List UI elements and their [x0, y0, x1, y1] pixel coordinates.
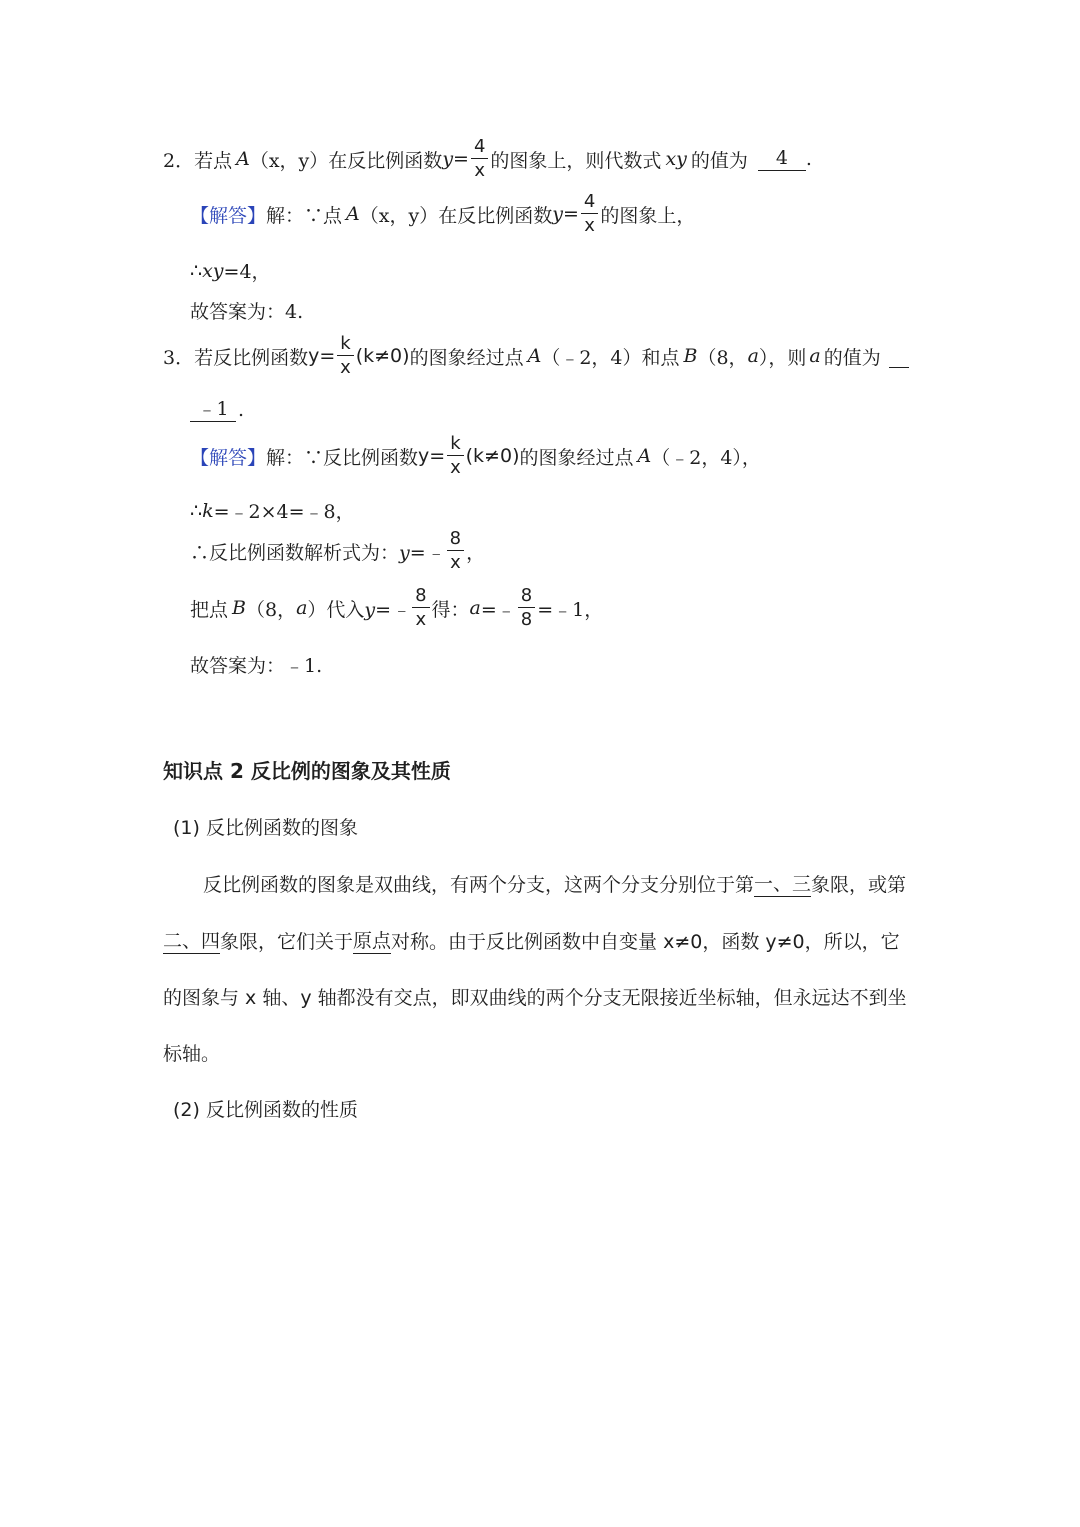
q3-sol-l4-eq: =﹣ [480, 598, 516, 621]
q3-var-a2: a [809, 345, 821, 367]
q3-sol-l4-fraction [412, 587, 429, 629]
q2-sol-l1-coords: （x，y） [359, 204, 439, 227]
q3-solution-line2 [190, 497, 355, 524]
q2-solution-tag: 【解答】 [190, 204, 267, 227]
q3-sol-l1-end: （﹣2，4）， [651, 446, 761, 469]
q3-sol-l4-fraction2 [518, 587, 535, 629]
para-l1-a: 反比例函数的图象是双曲线，有两个分支，这两个分支分别位于第 [203, 873, 755, 896]
q2-sol-l1-mid: 在反比例函数 [438, 204, 553, 227]
q3-line-cont [190, 398, 244, 422]
para-l2-underline2: 原点 [353, 926, 391, 954]
para-l2-underline: 二、四 [163, 926, 220, 954]
q2-solution-line1 [190, 193, 695, 235]
q3-sol-l2-var: k [202, 499, 214, 522]
q3-solution-line1 [190, 435, 761, 477]
q3-sol-l4-y-eq: y=﹣ [364, 598, 411, 621]
q3-fraction [337, 335, 353, 377]
q3-prefix: 若反比例函数 [194, 346, 309, 369]
q3-point-a: A [527, 345, 542, 367]
q2-sol-l1-point: A [346, 203, 360, 225]
q3-sol-l1-y-eq: y= [418, 445, 446, 467]
q2-coords: （x，y） [249, 149, 329, 172]
q3-sol-l4-a: 把点 [190, 598, 229, 621]
q2-fraction [471, 138, 488, 180]
q3-sol-l2-sym: ∴ [190, 499, 203, 522]
q3-sol-l3-y-eq: y=﹣ [399, 541, 445, 564]
q2-frac-den: x [474, 160, 486, 181]
q2-sol-frac-den: x [584, 215, 595, 236]
q3-suffix: 的值为 [823, 346, 881, 369]
para-line-2 [163, 926, 900, 954]
q2-frac-num: 4 [471, 138, 488, 159]
q3-sol-l3-fraction [447, 530, 464, 572]
q2-sol-l1-a: 解：∵点 [266, 204, 343, 227]
q3-sol-l4-num2: 8 [518, 587, 535, 608]
q2-sol-l2-sym: ∴ [190, 259, 203, 282]
q2-number: 2． [163, 149, 195, 172]
q2-sol-l2-expr: xy [202, 259, 224, 282]
q3-sol-l1-a: 解：∵反比例函数 [266, 446, 419, 469]
q3-sol-l1-mid: 的图象经过点 [519, 446, 634, 469]
q2-mid: 在反比例函数 [328, 149, 443, 172]
q3-sol-l3-end: ， [466, 541, 486, 564]
q2-prefix: 若点 [194, 149, 233, 172]
para-line-4: 标轴。 [163, 1043, 221, 1065]
q2-answer-blank: 4 [758, 147, 806, 171]
q3-sol-l3-num: 8 [447, 530, 464, 551]
q3-line [163, 335, 909, 377]
q3-sol-l1-cond: (k≠0) [465, 445, 520, 467]
q2-solution-line2 [190, 257, 271, 284]
q3-number: 3． [163, 346, 195, 369]
q3-sol-l5: 故答案为：﹣1. [190, 655, 323, 677]
subheading-2: (2) 反比例函数的性质 [173, 1099, 358, 1121]
q3-sol-l4-num: 8 [412, 587, 429, 608]
q3-var-a: a [747, 345, 759, 367]
q3-sol-l4-close: ）代入 [307, 598, 365, 621]
q2-sol-l3: 故答案为：4. [190, 301, 304, 323]
para-line-1 [203, 869, 906, 897]
q3-sol-l4-var2: a [469, 597, 481, 619]
q3-cond: (k≠0) [355, 345, 410, 367]
q2-point: A [236, 148, 250, 170]
q3-sol-l4-var: a [296, 597, 308, 619]
q2-y-eq: y= [442, 148, 469, 170]
section-title: 知识点 2 反比例的图象及其性质 [163, 759, 451, 783]
q3-sol-l4-coords: （8， [245, 598, 297, 621]
q2-expr: xy [665, 148, 687, 170]
q2-sol-l2-rest: =4， [223, 261, 271, 283]
q2-suffix: 的图象上，则代数式 [490, 149, 662, 172]
q3-sol-l2-rest: =﹣2×4=﹣8， [213, 501, 355, 523]
q2-sol-l1-y-eq: y= [552, 203, 579, 225]
q3-coords-a: （﹣2，4）和点 [541, 346, 680, 369]
q2-end: . [805, 148, 812, 170]
q2-sol-l1-end: 的图象上， [600, 204, 696, 227]
q3-mid: 的图象经过点 [409, 346, 524, 369]
q3-sol-l4-den2: 8 [520, 609, 533, 630]
q3-sol-l3-den: x [450, 552, 461, 573]
q3-sol-l3-a: ∴反比例函数解析式为： [190, 541, 400, 564]
q3-sol-l4-mid: 得： [431, 598, 470, 621]
q2-sol-frac-num: 4 [581, 193, 598, 214]
para-l1-b: 象限，或第 [811, 873, 907, 896]
q3-end: . [238, 398, 245, 421]
subheading-1: (1) 反比例函数的图象 [173, 817, 358, 839]
q3-answer-blank: ﹣1 [190, 398, 236, 422]
q3-solution-line3 [190, 530, 485, 572]
q2-sol-fraction [581, 193, 598, 235]
q2-line [163, 138, 812, 180]
q3-sol-l4-end: =﹣1， [537, 598, 604, 621]
q3-solution-line4 [190, 587, 603, 629]
para-l2-c: 对称。由于反比例函数中自变量 x≠0，函数 y≠0，所以，它 [391, 930, 900, 953]
q3-sol-frac-den: x [450, 457, 461, 478]
para-l2-b: 象限，它们关于 [220, 930, 354, 953]
q3-sol-l1-point: A [637, 445, 652, 467]
q3-solution-line5 [190, 651, 322, 678]
q2-suffix2: 的值为 [690, 149, 748, 172]
q3-blank-start [889, 344, 909, 368]
q3-y-eq: y= [308, 345, 336, 367]
q3-sol-frac-num: k [447, 435, 463, 456]
q3-close: ），则 [758, 346, 807, 369]
q3-point-b: B [683, 345, 698, 367]
q3-frac-den: x [340, 357, 351, 378]
q3-sol-l4-den: x [415, 609, 427, 630]
para-line-3: 的图象与 x 轴、y 轴都没有交点，即双曲线的两个分支无限接近坐标轴，但永远达不到坐 [163, 987, 907, 1009]
q2-solution-line3 [190, 297, 303, 324]
q3-coords-b: （8， [697, 346, 748, 369]
q3-solution-tag: 【解答】 [190, 446, 267, 469]
q3-frac-num: k [337, 335, 353, 356]
para-l1-underline: 一、三 [754, 869, 811, 897]
q3-sol-l4-point: B [232, 597, 246, 619]
q3-sol-fraction [447, 435, 463, 477]
